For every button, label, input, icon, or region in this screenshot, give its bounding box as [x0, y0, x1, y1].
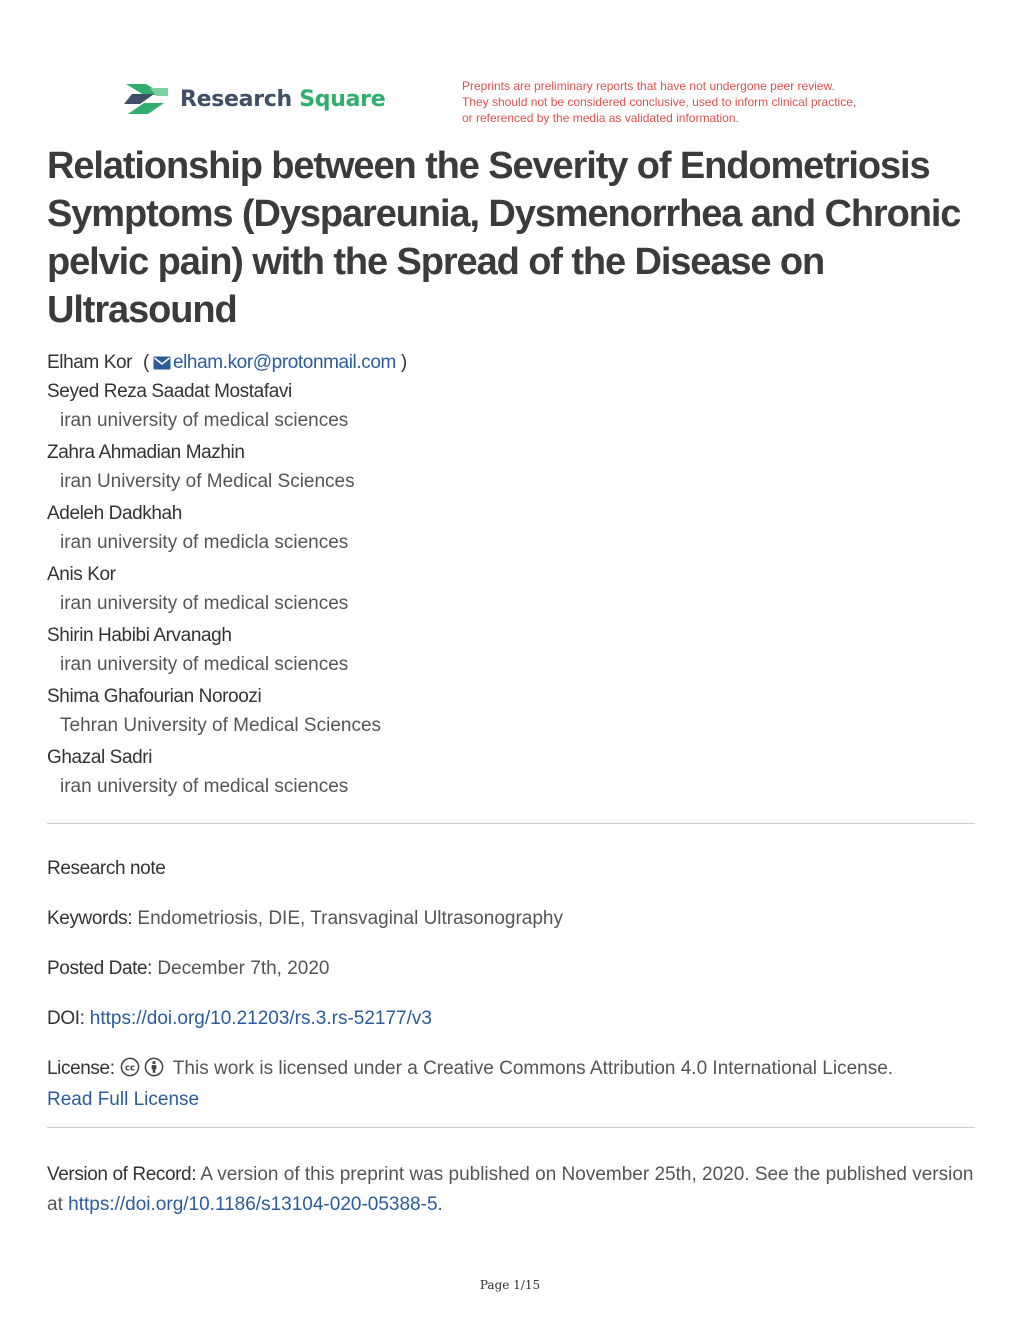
preprint-disclaimer	[462, 78, 932, 126]
envelope-icon	[153, 352, 171, 378]
version-of-record-text: A version of this preprint was published on November 25th, 2020. See the published version at	[47, 1164, 974, 1215]
author-entry	[47, 379, 977, 440]
license	[47, 1055, 893, 1114]
doi-label: DOI:	[47, 1008, 85, 1029]
version-of-record: Version of Record: A version of this preprint was published on November 25th, 2020. See the published version at https://doi.org/10.1186/s13104-020-05388-5.	[47, 1164, 974, 1215]
disclaimer-line: or referenced by the media as validated information.	[462, 111, 739, 125]
keywords-value: Endometriosis, DIE, Transvaginal Ultrasonography	[137, 908, 563, 929]
posted-date-value: December 7th, 2020	[157, 958, 330, 979]
read-full-license-link[interactable]: Read Full License	[47, 1089, 200, 1110]
logo-wordmark: Research Square	[180, 86, 386, 112]
cc-icon	[120, 1057, 140, 1086]
author-entry	[47, 440, 977, 501]
author-name: Seyed Reza Saadat Mostafavi	[47, 381, 292, 402]
author-name: Shima Ghafourian Noroozi	[47, 686, 262, 707]
license-text: This work is licensed under a Creative Commons Attribution 4.0 International License.	[172, 1058, 894, 1079]
author-affiliation: iran University of Medical Sciences	[60, 471, 355, 492]
author-affiliation: iran university of medicla sciences	[60, 532, 349, 553]
author-entry	[47, 562, 977, 623]
by-attribution-icon	[144, 1057, 164, 1086]
author-name: Zahra Ahmadian Mazhin	[47, 442, 245, 463]
author-name: Anis Kor	[47, 564, 116, 585]
author-affiliation: Tehran University of Medical Sciences	[60, 715, 382, 736]
author-name: Shirin Habibi Arvanagh	[47, 625, 232, 646]
author-name: Ghazal Sadri	[47, 747, 153, 768]
author-name: Adeleh Dadkhah	[47, 503, 182, 524]
doi-link[interactable]: https://doi.org/10.21203/rs.3.rs-52177/v3	[89, 1008, 432, 1029]
disclaimer-line: Preprints are preliminary reports that have not undergone peer review.	[462, 79, 835, 93]
license-label: License:	[47, 1058, 115, 1079]
doi	[47, 1005, 432, 1033]
author-name: Elham Kor ( elham.kor@protonmail.com )	[47, 352, 407, 373]
article-type: Research note	[47, 858, 166, 879]
author-entry	[47, 501, 977, 562]
corresponding-author	[47, 350, 977, 379]
divider	[47, 1127, 975, 1128]
author-affiliation: iran university of medical sciences	[60, 654, 349, 675]
research-square-logo-icon	[124, 82, 170, 116]
version-of-record-label: Version of Record:	[47, 1164, 197, 1185]
posted-date-label: Posted Date:	[47, 958, 153, 979]
author-email-link[interactable]: elham.kor@protonmail.com	[172, 352, 396, 373]
disclaimer-line: They should not be considered conclusive, used to inform clinical practice,	[462, 95, 857, 109]
author-entry	[47, 623, 977, 684]
page-number: Page 1/15	[479, 1278, 541, 1292]
article-title: Relationship between the Severity of Endometriosis Symptoms (Dyspareunia, Dysmenorrhea and Chronic pelvic pain) with the Spread of the Disease on Ultrasound	[47, 145, 961, 331]
keywords	[47, 905, 563, 933]
svg-text:cc: cc	[124, 1063, 135, 1074]
author-entry	[47, 684, 977, 745]
author-affiliation: iran university of medical sciences	[60, 593, 349, 614]
author-entry	[47, 745, 977, 806]
published-version-link[interactable]: https://doi.org/10.1186/s13104-020-05388-5	[68, 1194, 438, 1215]
keywords-label: Keywords:	[47, 908, 133, 929]
author-list	[47, 350, 977, 806]
research-square-logo	[124, 82, 385, 116]
posted-date	[47, 955, 330, 983]
author-affiliation: iran university of medical sciences	[60, 410, 349, 431]
divider	[47, 823, 975, 824]
author-affiliation: iran university of medical sciences	[60, 776, 349, 797]
